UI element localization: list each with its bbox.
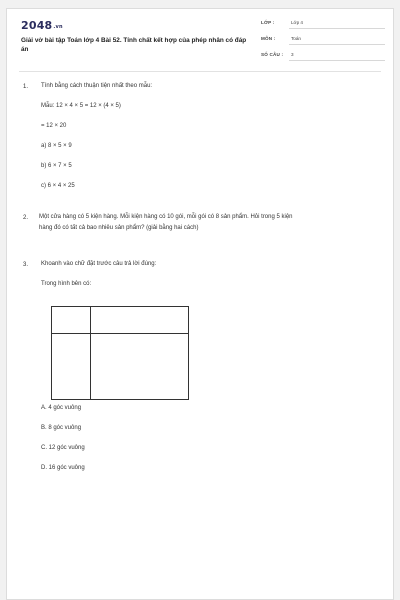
question-1-item-b: b) 6 × 7 × 5: [41, 163, 72, 169]
meta-panel: [261, 17, 385, 65]
question-2-prompt-line-1: Một cửa hàng có 5 kiện hàng. Mỗi kiện hàng có 10 gói, mỗi gói có 8 sản phẩm. Hỏi trong 5 kiện: [39, 214, 293, 220]
meta-value-subject: Toán: [291, 36, 301, 41]
question-2-number: 2.: [23, 215, 29, 221]
meta-underline: [289, 28, 385, 29]
answer-option-c[interactable]: C. 12 góc vuông: [41, 445, 85, 451]
logo-text: 2048: [21, 19, 53, 32]
worksheet-header: [7, 9, 393, 71]
meta-value-count: 3: [291, 52, 294, 57]
question-1-example-step: = 12 × 20: [41, 123, 67, 129]
worksheet-page: [6, 8, 394, 600]
meta-row-subject: [261, 33, 385, 49]
question-1-number: 1.: [23, 84, 29, 90]
document-title: Giải vở bài tập Toán lớp 4 Bài 52. Tính chất kết hợp của phép nhân có đáp án: [21, 37, 247, 53]
meta-underline: [289, 60, 385, 61]
logo-domain: .vn: [53, 24, 63, 30]
question-1-item-a: a) 8 × 5 × 9: [41, 143, 72, 149]
question-3-prompt: Khoanh vào chữ đặt trước câu trả lời đúng:: [41, 261, 157, 267]
question-3-intro: Trong hình bên có:: [41, 281, 92, 287]
meta-row-count: [261, 49, 385, 65]
diagram-vertical-line: [90, 307, 91, 399]
meta-label-class: LỚP :: [261, 20, 275, 25]
meta-value-class: Lớp 4: [291, 20, 303, 25]
meta-underline: [289, 44, 385, 45]
answer-option-d[interactable]: D. 16 góc vuông: [41, 465, 85, 471]
question-1-example: Mẫu: 12 × 4 × 5 = 12 × (4 × 5): [41, 103, 121, 109]
meta-row-class: [261, 17, 385, 33]
meta-label-subject: MÔN :: [261, 36, 276, 41]
question-3-number: 3.: [23, 262, 29, 268]
rectangle-diagram: [51, 306, 189, 400]
question-2-prompt-line-2: hàng đó có tất cả bao nhiêu sản phẩm? (giải bằng hai cách): [39, 225, 199, 231]
question-1-item-c: c) 6 × 4 × 25: [41, 183, 75, 189]
question-1-prompt: Tính bằng cách thuận tiện nhất theo mẫu:: [41, 83, 153, 89]
diagram-horizontal-line: [52, 333, 188, 334]
meta-label-count: SỐ CÂU :: [261, 52, 284, 57]
site-logo[interactable]: [21, 19, 63, 32]
header-divider: [19, 71, 381, 72]
answer-option-b[interactable]: B. 8 góc vuông: [41, 425, 82, 431]
answer-option-a[interactable]: A. 4 góc vuông: [41, 405, 82, 411]
